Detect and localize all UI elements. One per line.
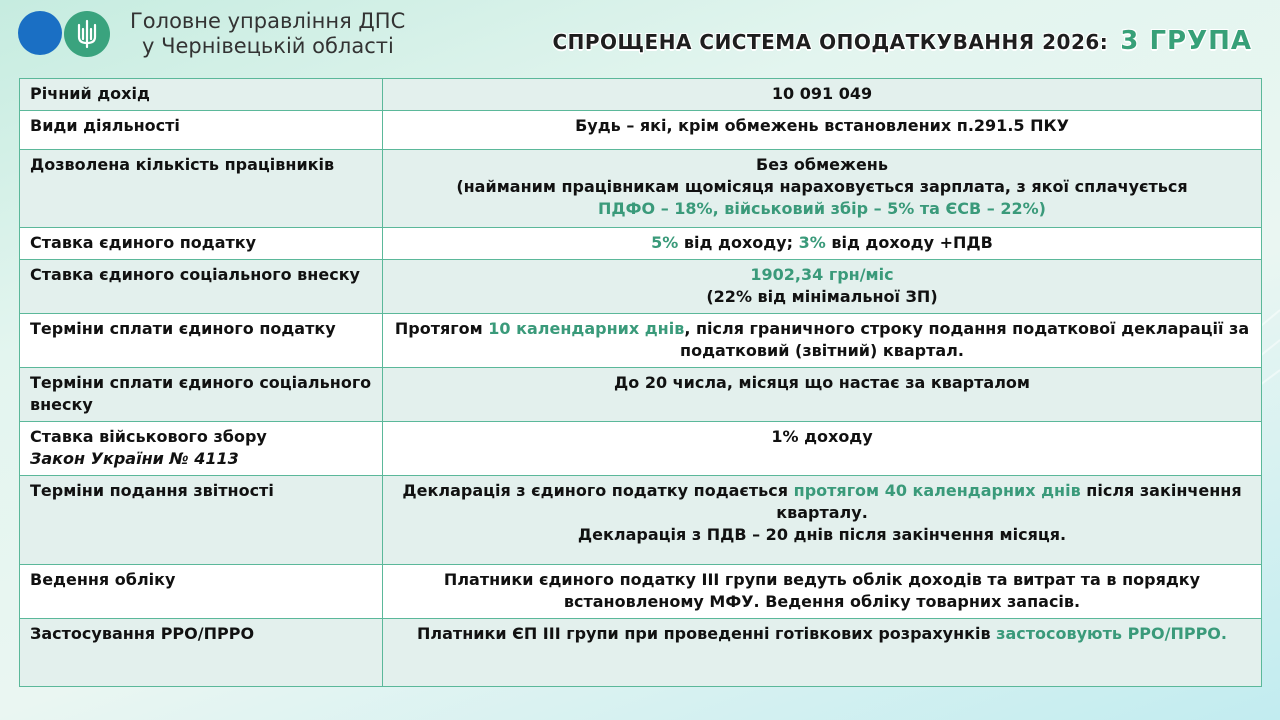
value-highlight: 10 календарних днів: [488, 319, 685, 338]
org-line-2: у Чернівецькій області: [142, 34, 394, 58]
value-line: Без обмежень: [756, 155, 888, 174]
rate-3: 3%: [798, 233, 826, 252]
row-label: Дозволена кількість працівників: [20, 150, 383, 228]
value-line: Декларація з ПДВ – 20 днів після закінчення місяця.: [577, 525, 1067, 544]
value-text: Декларація з єдиного податку подається: [402, 481, 789, 500]
value-text: Протягом: [394, 319, 483, 338]
row-label: Застосування РРО/ПРРО: [20, 619, 383, 687]
value-highlight: застосовують РРО/ПРРО.: [996, 624, 1227, 643]
row-value: [383, 150, 1262, 228]
page-title: [552, 26, 1252, 56]
table-row: [20, 111, 1262, 150]
row-label: [20, 422, 383, 476]
value-line: (найманим працівникам щомісяця нараховується зарплата, з якої сплачується: [456, 177, 1188, 196]
value-line: 1902,34 грн/міс: [750, 265, 894, 284]
row-label: Ставка єдиного податку: [20, 228, 383, 260]
row-label: Терміни сплати єдиного податку: [20, 314, 383, 368]
row-label: Види діяльності: [20, 111, 383, 150]
table-row: [20, 228, 1262, 260]
table-row: [20, 79, 1262, 111]
label-sub: Закон України № 4113: [30, 449, 239, 468]
value-highlight: протягом 40 календарних днів: [793, 481, 1081, 500]
row-label: Терміни сплати єдиного соціального внеску: [20, 368, 383, 422]
row-value: Платники єдиного податку ІІІ групи ведуть облік доходів та витрат та в порядку встановленому МФУ. Ведення обліку товарних запасів.: [383, 565, 1262, 619]
table-row: [20, 565, 1262, 619]
rate-5-text: від доходу;: [683, 233, 793, 252]
value-text: , після граничного строку подання податкової декларації за податковий (звітний) квартал.: [680, 319, 1250, 360]
table-row: [20, 314, 1262, 368]
row-value: Будь – які, крім обмежень встановлених п.291.5 ПКУ: [383, 111, 1262, 150]
table-row: [20, 422, 1262, 476]
row-label: Ведення обліку: [20, 565, 383, 619]
row-value: [383, 314, 1262, 368]
table-row: [20, 150, 1262, 228]
table-row: [20, 619, 1262, 687]
table-row: [20, 260, 1262, 314]
row-value: [383, 619, 1262, 687]
rate-5: 5%: [651, 233, 679, 252]
row-label: Терміни подання звітності: [20, 476, 383, 565]
row-value: [383, 476, 1262, 565]
row-label: Річний дохід: [20, 79, 383, 111]
value-text: Платники ЄП ІІІ групи при проведенні готівкових розрахунків: [417, 624, 991, 643]
table-row: [20, 476, 1262, 565]
table-row: [20, 368, 1262, 422]
org-line-1: Головне управління ДПС: [130, 9, 406, 33]
row-label: Ставка єдиного соціального внеску: [20, 260, 383, 314]
label-line: Ставка військового збору: [30, 427, 267, 446]
tax-info-table: [19, 78, 1262, 687]
row-value: 10 091 049: [383, 79, 1262, 111]
title-group: 3 ГРУПА: [1120, 26, 1252, 56]
trident-logo-icon: [64, 11, 110, 57]
organization-name: [130, 9, 405, 59]
row-value: До 20 числа, місяця що настає за кварталом: [383, 368, 1262, 422]
value-line: [393, 480, 1251, 524]
row-value: 1% доходу: [383, 422, 1262, 476]
value-text: після закінчення кварталу.: [776, 481, 1242, 522]
rate-3-text: від доходу +ПДВ: [831, 233, 993, 252]
value-line: ПДФО – 18%, військовий збір – 5% та ЄСВ – 22%): [598, 199, 1046, 218]
title-main: СПРОЩЕНА СИСТЕМА ОПОДАТКУВАННЯ 2026:: [552, 30, 1109, 54]
header: [0, 0, 1280, 72]
row-value: [383, 260, 1262, 314]
blue-circle-logo: [18, 11, 62, 55]
value-line: (22% від мінімальної ЗП): [706, 287, 938, 306]
row-value: [383, 228, 1262, 260]
